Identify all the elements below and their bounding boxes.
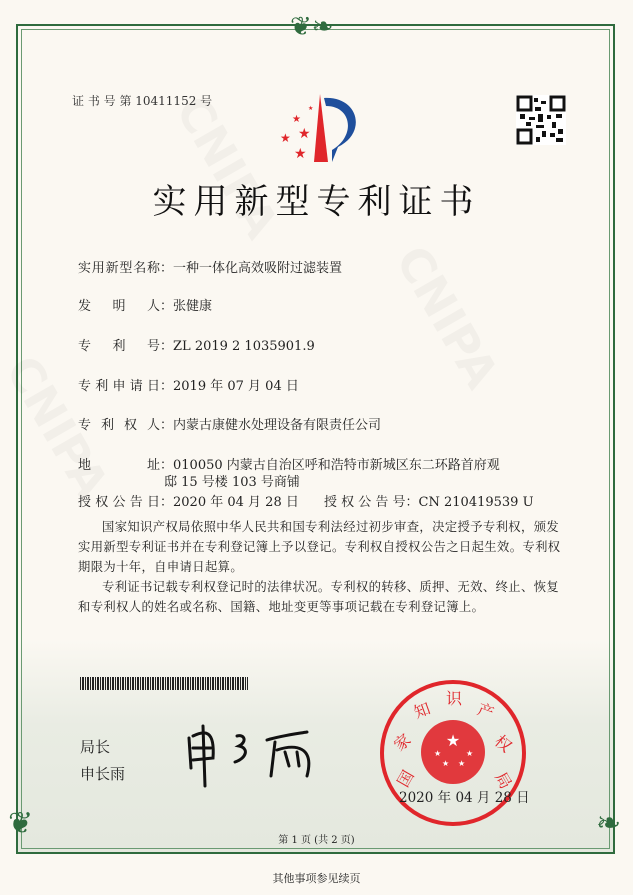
field-label: 地 址 [78, 458, 160, 473]
field-grant-date: 授权公告日：2020 年 04 月 28 日 [78, 491, 299, 510]
field-label: 实用新型名称 [78, 261, 160, 276]
field-address-line2: 邸 15 号楼 103 号商铺 [164, 475, 300, 490]
official-title: 局长 [80, 738, 111, 756]
field-label: 专 利 权 人 [78, 418, 160, 433]
page-number: 第 1 页 (共 2 页) [278, 835, 355, 846]
field-label: 发 明 人 [78, 299, 160, 314]
cnipa-logo-icon [268, 92, 368, 164]
official-name: 申长雨 [80, 765, 126, 783]
field-label: 专 利 号 [78, 339, 160, 354]
field-value: 2019 年 07 月 04 日 [173, 379, 299, 394]
top-ornament-icon: ❦❧ [290, 12, 334, 42]
field-label: 授 权 公 告 号 [324, 495, 406, 510]
signature [185, 718, 325, 788]
field-utility-model-name: 实用新型名称：一种一体化高效吸附过滤装置 [78, 257, 342, 276]
svg-text:★: ★ [434, 749, 442, 758]
paragraph: 专利证书记载专利权登记时的法律状况。专利权的转移、质押、无效、终止、恢复和专利权人的姓名或名称、国籍、地址变更等事项记载在专利登记簿上。 [78, 580, 560, 614]
field-patentee: 专 利 权 人：内蒙古康健水处理设备有限责任公司 [78, 414, 381, 433]
svg-text:权: 权 [490, 731, 516, 757]
svg-text:★: ★ [280, 131, 291, 145]
svg-text:家: 家 [390, 729, 415, 755]
field-address: 地 址：010050 内蒙古自治区呼和浩特市新城区东二环路首府观 [78, 454, 500, 473]
page-title: 实用新型专利证书 [152, 182, 481, 222]
corner-ornament-icon: ❦ [8, 806, 34, 841]
field-value: 一种一体化高效吸附过滤装置 [173, 261, 343, 276]
seal-date: 2020 年 04 月 28 日 [399, 790, 530, 806]
certificate-statement [78, 517, 566, 617]
field-patent-number: 专 利 号：ZL 2019 2 1035901.9 [78, 335, 315, 354]
svg-text:识: 识 [446, 689, 463, 708]
qr-code-icon [516, 95, 566, 145]
barcode [80, 677, 248, 690]
field-value: 张健康 [173, 299, 213, 314]
field-inventor: 发 明 人：张健康 [78, 295, 212, 314]
field-value: 内蒙古康健水处理设备有限责任公司 [173, 418, 382, 433]
svg-text:产: 产 [474, 699, 497, 723]
svg-text:★: ★ [458, 759, 466, 768]
field-value: 2020 年 04 月 28 日 [173, 495, 299, 510]
field-value: 010050 内蒙古自治区呼和浩特市新城区东二环路首府观 [173, 458, 500, 473]
field-grant-pub-number: 授 权 公 告 号：CN 210419539 U [324, 495, 534, 510]
paragraph: 国家知识产权局依照中华人民共和国专利法经过初步审查，决定授予专利权，颁发实用新型专利证书并在专利登记簿上予以登记。专利权自授权公告之日起生效。专利权期限为十年，自申请日起算。 [78, 520, 561, 574]
svg-text:★: ★ [298, 126, 311, 142]
field-label: 专利申请日 [78, 379, 160, 394]
footer-note: 其他事项参见续页 [272, 872, 361, 885]
field-application-date: 专利申请日：2019 年 07 月 04 日 [78, 375, 299, 394]
svg-text:★: ★ [442, 759, 450, 768]
svg-text:★: ★ [466, 749, 474, 758]
svg-text:★: ★ [292, 114, 301, 125]
certificate-number: 证 书 号 第 10411152 号 [72, 94, 213, 108]
field-value: ZL 2019 2 1035901.9 [173, 339, 315, 354]
seal-text: 国 [393, 767, 418, 791]
svg-text:★: ★ [445, 731, 461, 750]
svg-text:★: ★ [308, 105, 314, 112]
svg-text:局: 局 [491, 768, 516, 793]
svg-text:★: ★ [294, 146, 307, 162]
field-value: CN 210419539 U [418, 495, 534, 510]
field-label: 授权公告日 [78, 495, 160, 510]
svg-text:知: 知 [411, 698, 433, 723]
corner-ornament-icon: ❧ [596, 806, 622, 841]
